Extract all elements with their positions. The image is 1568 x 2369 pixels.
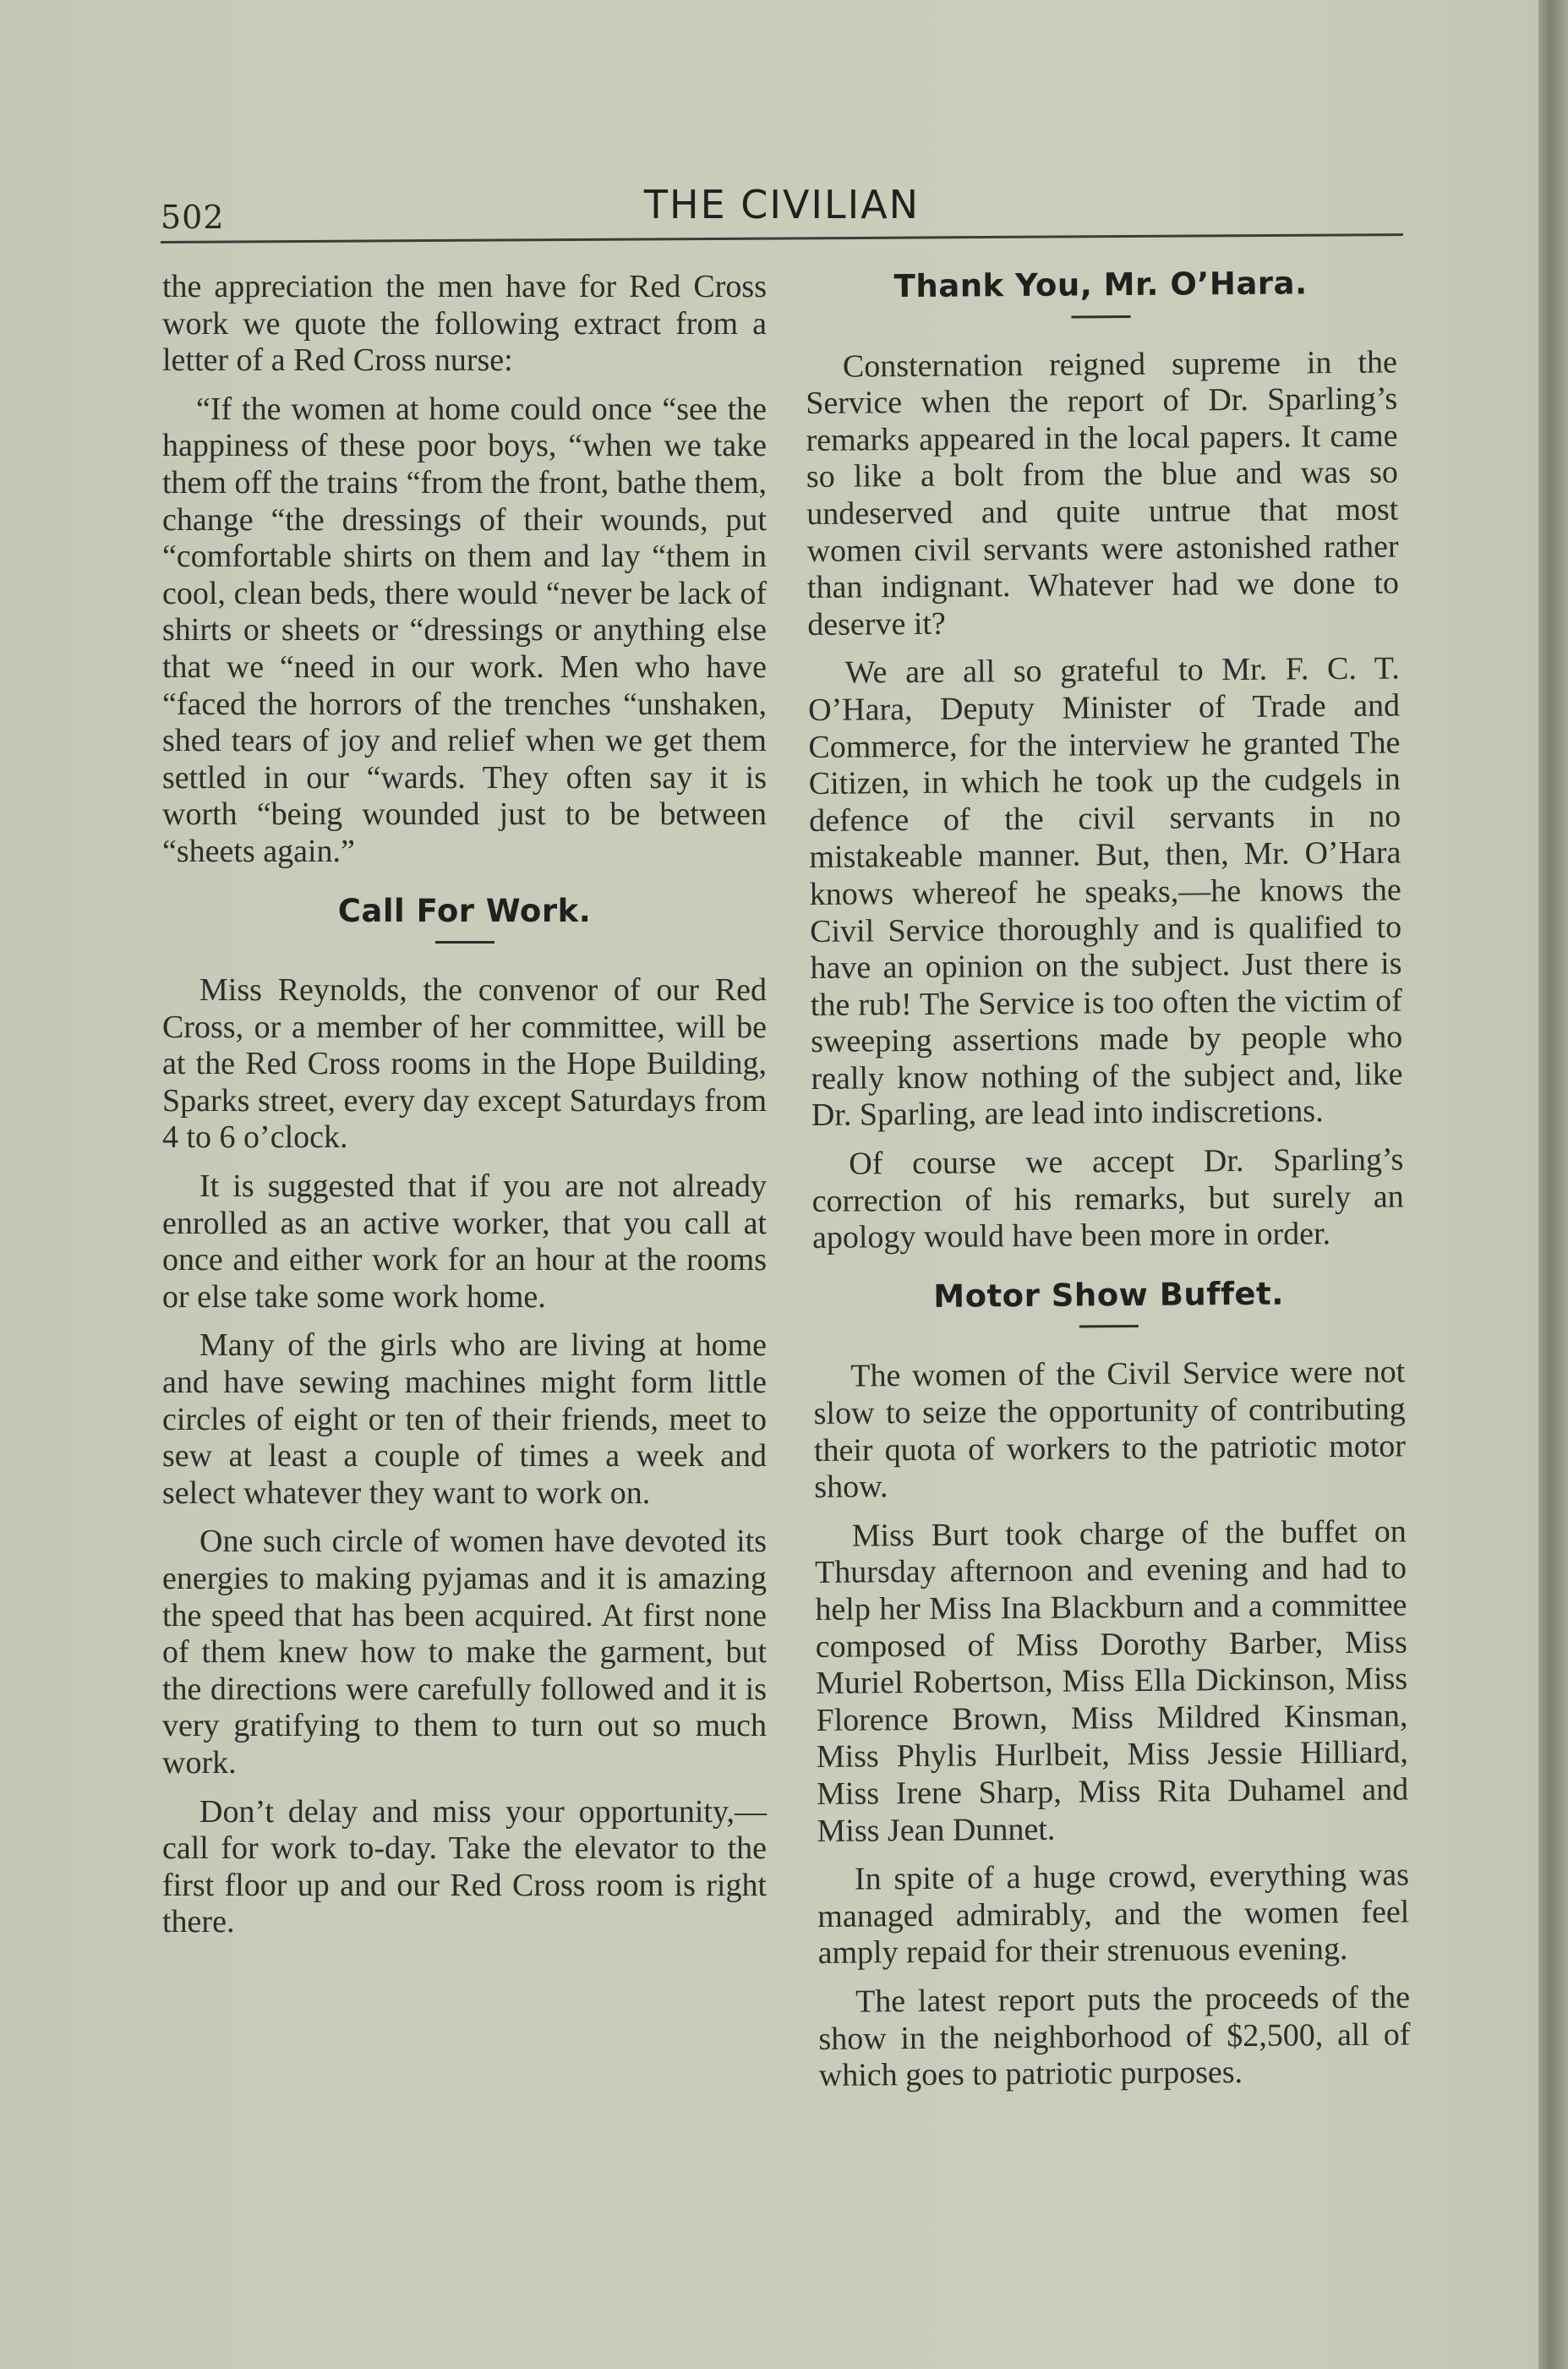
heading-divider	[1071, 315, 1130, 319]
call-for-work-paragraph: It is suggested that if you are not already enrolled as an active worker, that you call at once and either work for an hour at the rooms or else take some work home.	[162, 1168, 767, 1315]
thank-you-paragraph: We are all so grateful to Mr. F. C. T. O’Hara, Deputy Minister of Trade and Commerce, for the interview he granted The Citizen, in which he took up the cudgels in defence of the civil servants in no mistakeable manner. But, then, Mr. O’Hara knows whereof he speaks,—he knows the Civil Service thoroughly and is qualified to have an opinion on the subject. Just there is the rub! The Service is too often the victim of sweeping assertions made by people who really know nothing of the subject and, like Dr. Sparling, are lead into indiscretions.	[807, 650, 1403, 1134]
thank-you-paragraph: Consternation reigned supreme in the Service when the report of Dr. Sparling’s remarks appeared in the local papers. It came so like a bolt from the blue and was so undeserved and quite untrue that most women civil servants were astonished rather than indignant. Whatever had we done to deserve it?	[806, 344, 1400, 643]
binding-edge	[1538, 0, 1568, 2369]
right-column	[805, 265, 1411, 2107]
call-for-work-paragraph: One such circle of women have devoted its energies to making pyjamas and it is amazing the speed that has been acquired. At first none of them knew how to make the garment, but the directions were carefully followed and it is very gratifying to them to turn out so much work.	[162, 1524, 767, 1781]
thank-you-heading: Thank You, Mr. O’Hara.	[893, 265, 1308, 305]
nurse-letter-quote: “If the women at home could once “see the happiness of these poor boys, “when we take them off the trains “from the front, bathe them, change “the dressings of their wounds, put “comfortable shirts on them and lay “them in cool, clean beds, there would “never be lack of shirts or sheets or “dressings or anything else that we “need in our work. Men who have “faced the horrors of the trenches “unshaken, shed tears of joy and relief when we get them settled in our “wards. They often say it is worth “being wounded just to be between “sheets again.”	[162, 391, 767, 869]
call-for-work-paragraph: Many of the girls who are living at home and have sewing machines might form little circles of eight or ten of their friends, meet to sew at least a couple of times a week and select whatever they want to work on.	[162, 1327, 767, 1511]
motor-show-paragraph: The women of the Civil Service were not slow to seize the opportunity of contributing their quota of workers to the patriotic motor show.	[813, 1354, 1407, 1506]
call-for-work-heading: Call For Work.	[337, 892, 592, 929]
page-header	[161, 182, 1403, 241]
motor-show-paragraph: In spite of a huge crowd, everything was managed admirably, and the women feel amply repaid for their strenuous evening.	[817, 1857, 1410, 1972]
heading-divider	[435, 941, 494, 944]
journal-title: THE CIVILIAN	[643, 182, 921, 227]
motor-show-heading: Motor Show Buffet.	[933, 1275, 1284, 1315]
call-for-work-paragraph: Don’t delay and miss your opportunity,—call for work to-day. Take the elevator to the first floor up and our Red Cross room is right there.	[162, 1793, 767, 1940]
left-column	[162, 269, 767, 1953]
thank-you-paragraph: Of course we accept Dr. Sparling’s correction of his remarks, but surely an apology would have been more in order.	[811, 1141, 1404, 1256]
heading-divider	[1079, 1325, 1139, 1328]
motor-show-paragraph: The latest report puts the proceeds of the show in the neighborhood of $2,500, all of which goes to patriotic purposes.	[818, 1979, 1411, 2094]
page-number: 502	[161, 199, 225, 236]
call-for-work-paragraph: Miss Reynolds, the convenor of our Red Cross, or a member of her committee, will be at the Red Cross rooms in the Hope Building, Sparks street, every day except Saturdays from 4 to 6 o’clock.	[162, 972, 767, 1156]
motor-show-paragraph: Miss Burt took charge of the buffet on Thursday afternoon and evening and had to help her Miss Ina Blackburn and a committee composed of Miss Dorothy Barber, Miss Muriel Robertson, Miss Ella Dickinson, Miss Florence Brown, Miss Mildred Kinsman, Miss Phylis Hurlbeit, Miss Jessie Hilliard, Miss Irene Sharp, Miss Rita Duhamel and Miss Jean Dunnet.	[814, 1513, 1409, 1849]
article-continuation: the appreciation the men have for Red Cross work we quote the following extract from a letter of a Red Cross nurse:	[162, 269, 767, 379]
